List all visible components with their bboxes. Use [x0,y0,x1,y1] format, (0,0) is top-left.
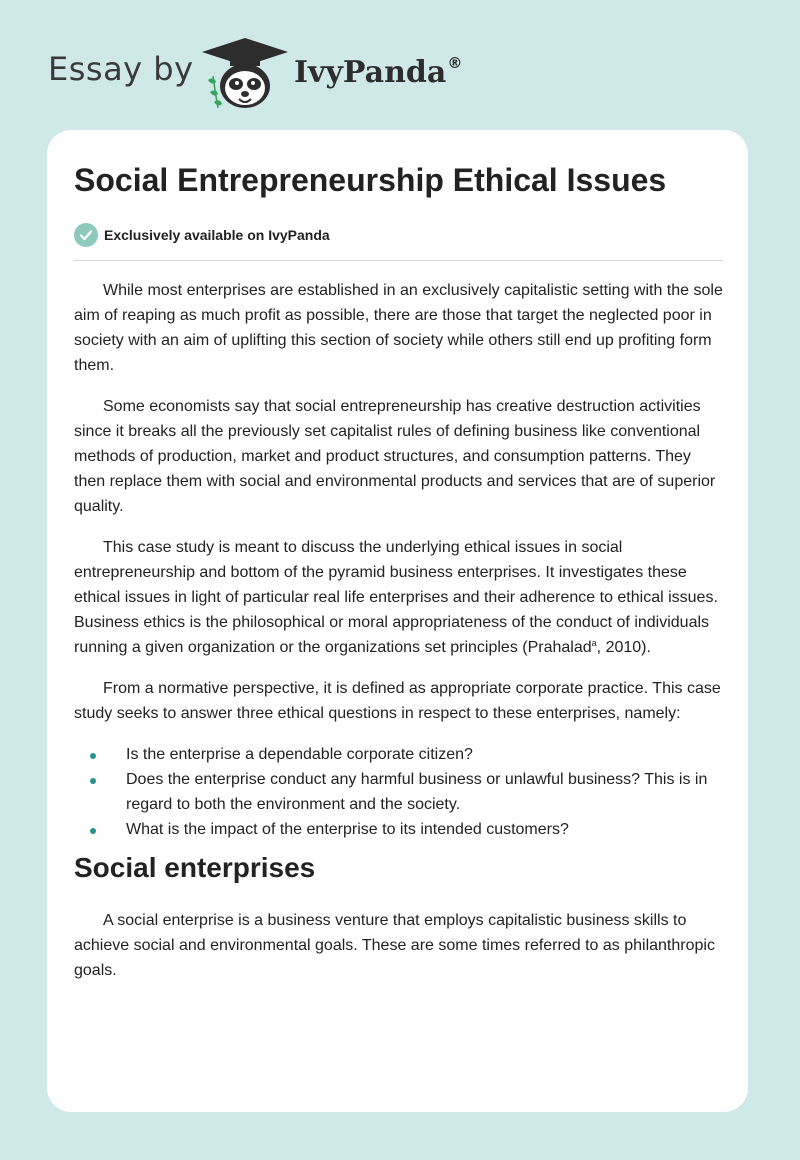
site-header [0,0,800,130]
paragraph: From a normative perspective, it is defined as appropriate corporate practice. This case study seeks to answer three ethical questions in respect to these enterprises, namely: [74,680,721,722]
paragraph: While most enterprises are established in an exclusively capitalistic setting with the sole aim of reaping as much profit as possible, there are those that target the neglected poor in society with an aim of uplifting this section of society while others still end up profiting form them. [74,282,723,374]
article-body [74,278,724,999]
page-title: Social Entrepreneurship Ethical Issues [74,162,667,198]
paragraph: A social enterprise is a business venture that employs capitalistic business skills to achieve social and environmental goals. These are some times referred to as philanthropic goals. [74,912,715,979]
bullet-icon [90,753,96,759]
question-list [74,742,724,842]
bullet-icon [90,778,96,784]
registered-mark: ® [447,54,463,72]
citation-tail: , 2010). [596,639,651,656]
brand-name-text: IvyPanda [294,55,447,90]
list-item [74,742,724,767]
essay-card [47,130,748,1112]
section-heading: Social enterprises [74,852,316,883]
list-item-text: Is the enterprise a dependable corporate citizen? [126,746,473,763]
brand-name[interactable] [294,54,462,90]
essay-by-label: Essay by [48,50,194,88]
list-item-text: Does the enterprise conduct any harmful business or unlawful business? This is in regard to both the environment and the society. [126,771,708,813]
divider [74,260,723,261]
list-item [74,817,724,842]
paragraph-with-citation [74,535,724,660]
list-item-text: What is the impact of the enterprise to its intended customers? [126,821,569,838]
list-item [74,767,724,817]
exclusive-badge [74,222,330,248]
panda-graduate-icon[interactable] [200,36,290,112]
bullet-icon [90,828,96,834]
exclusive-label: Exclusively available on IvyPanda [104,227,330,243]
paragraph: Some economists say that social entrepreneurship has creative destruction activities since it breaks all the previously set capitalist rules of defining business like conventional methods of production, market and product structures, and consumption patterns. They then replace them with social and environmental products and services that are of superior quality. [74,398,716,515]
paragraph-text: This case study is meant to discuss the underlying ethical issues in social entrepreneurship and bottom of the pyramid business enterprises. It investigates these ethical issues in light of particular real life enterprises and their adherence to ethical issues. Business ethics is the philosophical or moral appropriateness of the conduct of individuals running a given organization or the organizations set principles (Prahalad [74,539,718,656]
citation-superscript: a [591,638,597,648]
check-circle-icon [74,223,98,247]
